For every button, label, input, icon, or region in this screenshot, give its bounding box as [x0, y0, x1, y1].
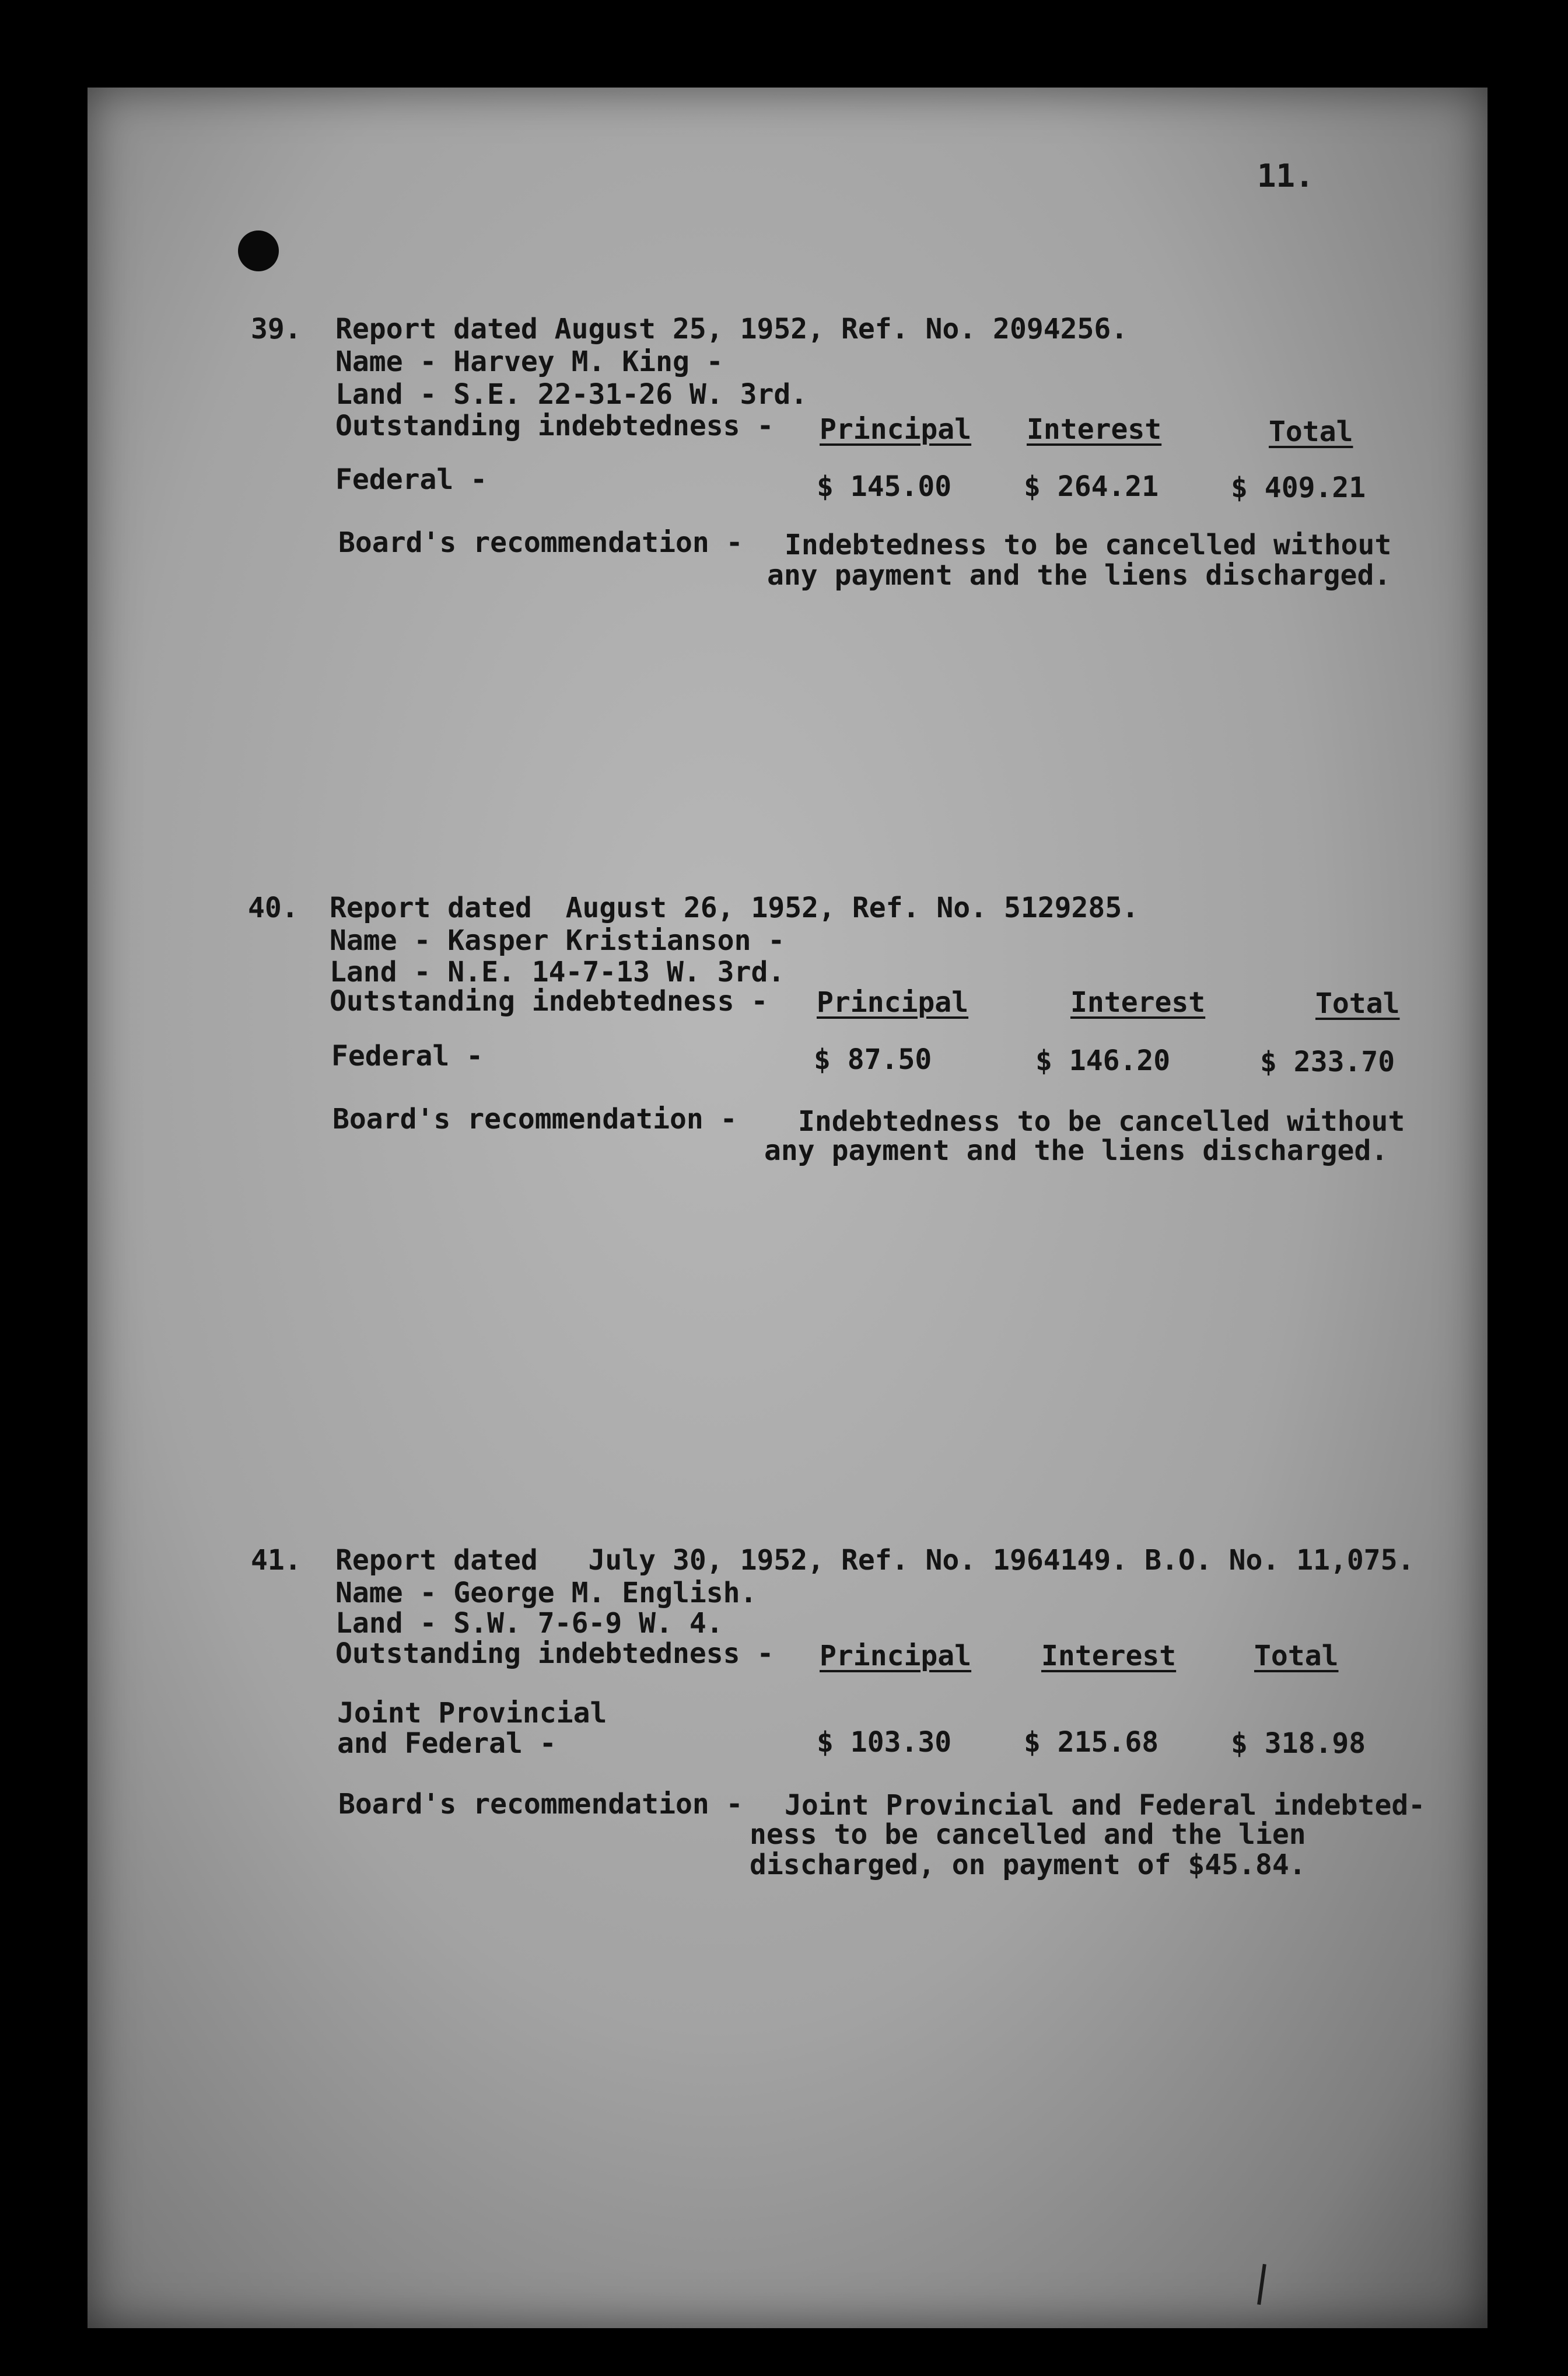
- total-header: Total: [1269, 415, 1353, 448]
- report-line: Report dated August 25, 1952, Ref. No. 2094256.: [335, 313, 1128, 345]
- total-header: Total: [1254, 1640, 1339, 1672]
- name-line: Name - George M. English.: [335, 1577, 757, 1609]
- land-line: Land - N.E. 14-7-13 W. 3rd.: [330, 956, 785, 988]
- total-value: $ 409.21: [1231, 471, 1366, 504]
- page-number: 11.: [1257, 158, 1314, 194]
- recommendation-label: Board's recommendation -: [338, 1788, 743, 1821]
- recommendation-label: Board's recommendation -: [332, 1103, 737, 1135]
- entry-41: [0, 1546, 1568, 1896]
- interest-value: $ 215.68: [1024, 1726, 1159, 1759]
- principal-value: $ 103.30: [817, 1726, 952, 1759]
- outstanding-label: Outstanding indebtedness -: [335, 1637, 774, 1670]
- interest-header: Interest: [1070, 986, 1206, 1019]
- debtor-label: Joint Provincial: [337, 1697, 607, 1729]
- total-value: $ 233.70: [1260, 1046, 1395, 1078]
- land-line: Land - S.E. 22-31-26 W. 3rd.: [335, 378, 808, 411]
- recommendation-label: Board's recommendation -: [338, 526, 743, 559]
- interest-value: $ 264.21: [1024, 470, 1159, 503]
- entry-number: 39.: [251, 313, 302, 345]
- total-value: $ 318.98: [1231, 1727, 1366, 1760]
- land-line: Land - S.W. 7-6-9 W. 4.: [335, 1607, 723, 1640]
- debtor-label: Federal -: [331, 1040, 484, 1072]
- report-line: Report dated August 26, 1952, Ref. No. 5129285.: [330, 892, 1139, 924]
- principal-header: Principal: [817, 986, 969, 1019]
- entry-number: 40.: [248, 892, 299, 924]
- recommendation-line: discharged, on payment of $45.84.: [750, 1849, 1306, 1881]
- recommendation-line: Indebtedness to be cancelled without: [785, 529, 1392, 561]
- interest-value: $ 146.20: [1035, 1044, 1171, 1077]
- entry-number: 41.: [251, 1544, 302, 1577]
- entry-40: [0, 894, 1568, 1244]
- interest-header: Interest: [1041, 1640, 1177, 1672]
- outstanding-label: Outstanding indebtedness -: [330, 985, 768, 1018]
- principal-value: $ 87.50: [814, 1043, 932, 1076]
- recommendation-line: Joint Provincial and Federal indebted-: [785, 1789, 1426, 1822]
- recommendation-line: Indebtedness to be cancelled without: [798, 1105, 1405, 1138]
- name-line: Name - Harvey M. King -: [335, 345, 723, 378]
- recommendation-line: any payment and the liens discharged.: [767, 559, 1391, 592]
- entry-39: [0, 315, 1568, 665]
- name-line: Name - Kasper Kristianson -: [330, 924, 785, 957]
- outstanding-label: Outstanding indebtedness -: [335, 410, 774, 442]
- principal-value: $ 145.00: [817, 470, 952, 503]
- principal-header: Principal: [820, 413, 972, 446]
- debtor-label-line-2: and Federal -: [337, 1727, 556, 1760]
- principal-header: Principal: [820, 1640, 972, 1672]
- debtor-label: Federal -: [335, 463, 488, 496]
- recommendation-line: any payment and the liens discharged.: [764, 1134, 1388, 1167]
- punch-hole: [238, 230, 279, 271]
- report-line: Report dated July 30, 1952, Ref. No. 1964149. B.O. No. 11,075.: [335, 1544, 1415, 1577]
- recommendation-line: ness to be cancelled and the lien: [750, 1818, 1306, 1851]
- interest-header: Interest: [1027, 413, 1162, 446]
- total-header: Total: [1315, 987, 1400, 1020]
